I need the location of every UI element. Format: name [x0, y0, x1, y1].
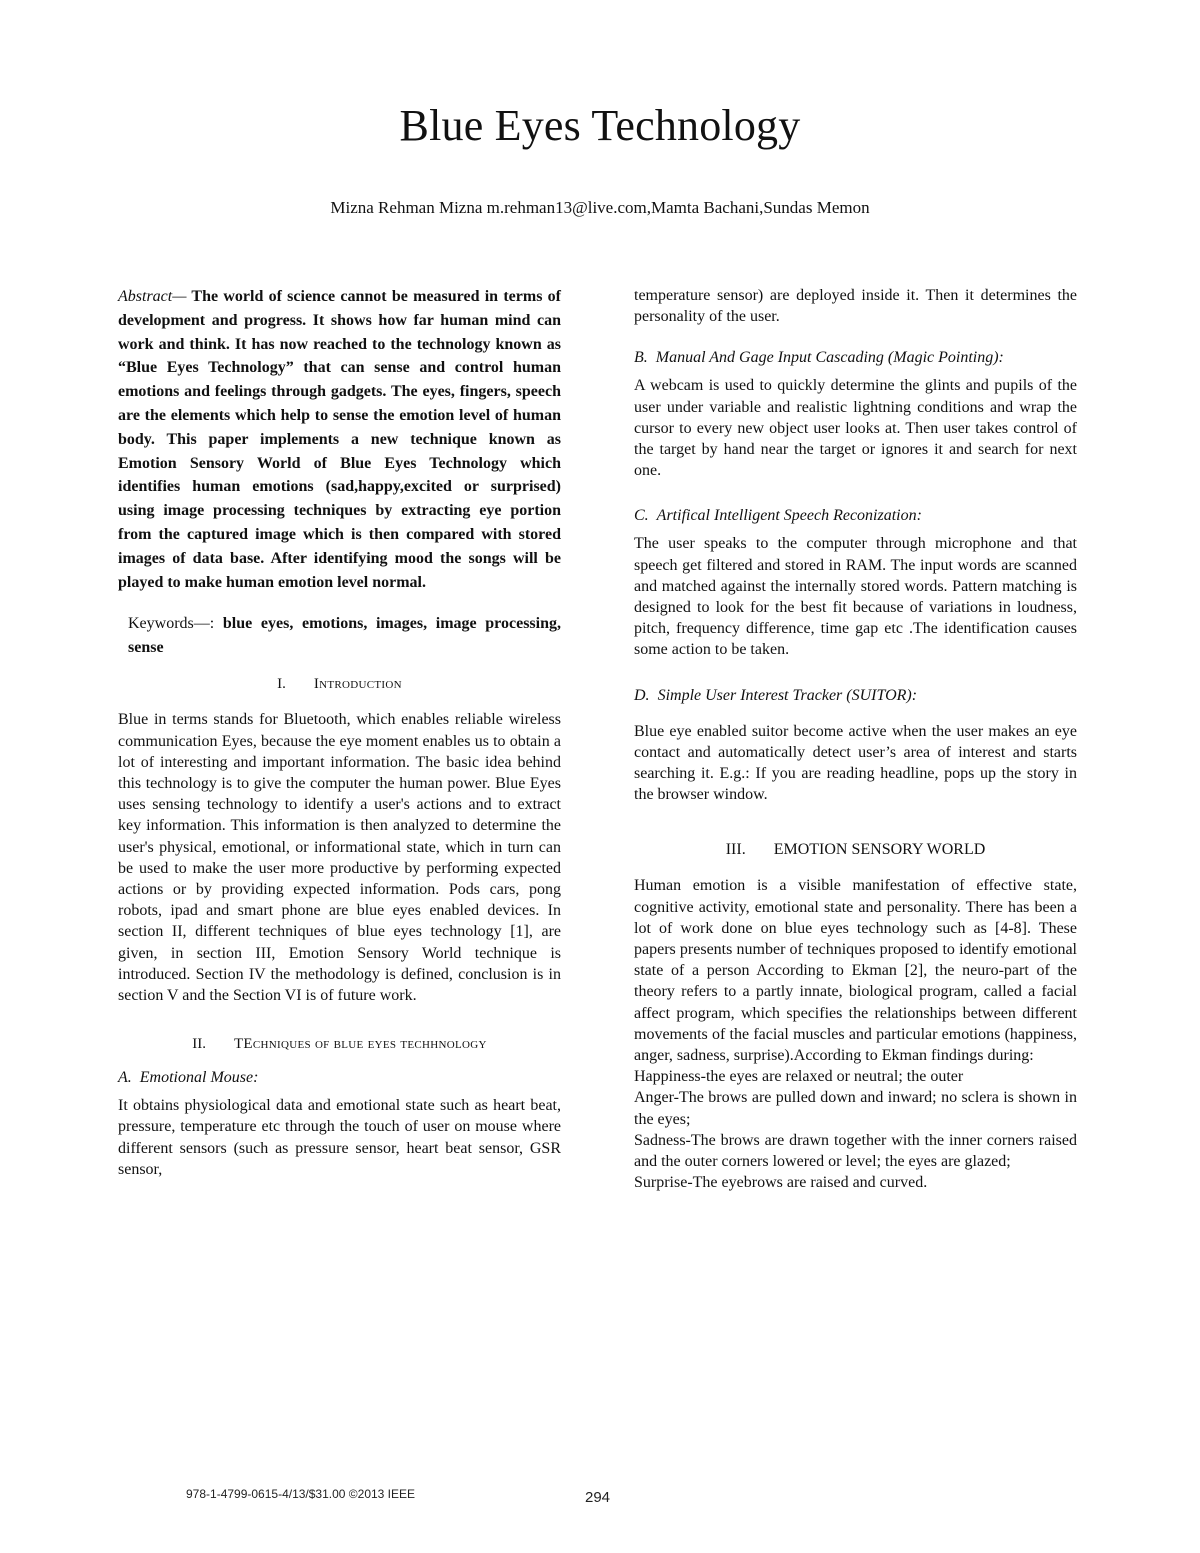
section-number: III. — [725, 841, 746, 859]
emotion-item-sadness: Sadness-The brows are drawn together with the inner corners raised and the outer corners lowered or level; the eyes are glazed; — [634, 1131, 1077, 1171]
section-number: II. — [192, 1036, 206, 1053]
section-title: Introduction — [313, 676, 402, 693]
emotion-item-happiness: Happiness-the eyes are relaxed or neutral; the outer — [634, 1068, 964, 1086]
speech-recognition-body: The user speaks to the computer through microphone and that speech get filtered and stored in RAM. The input words are scanned and matched against the internally stored words. Pattern matching is designed to look for the best fit because of variations in loudness, pitch, frequency difference, time gap etc .The identification causes some action to be taken. — [634, 535, 1077, 659]
magic-pointing-body: A webcam is used to quickly determine the glints and pupils of the user under variable and realistic lightning conditions and wrap the cursor to every new object user looks at. Then user takes control of the target by hand near the target or ignores it and search for next one. — [634, 377, 1077, 480]
abstract-label: Abstract— — [118, 288, 187, 305]
subsection-title: Emotional Mouse: — [139, 1069, 259, 1087]
subsection-letter: B. — [634, 349, 648, 367]
section-title: TEchniques of blue eyes techhnology — [233, 1036, 487, 1053]
emotion-sensory-world-body: Human emotion is a visible manifestation of effective state, cognitive activity, emotional state and personality. There has been a lot of work done on blue eyes technology such as [4-8]. These papers presents number of techniques proposed to identify emotional state of a person According to Ekman [2], the neuro-part of the theory refers to a partly innate, biological program, called a facial affect program, which specifies the relationships between different movements of the facial muscles and particular emotions (happiness, anger, sadness, surprise).According to Ekman findings during: — [634, 877, 1077, 1065]
right-column — [634, 285, 1077, 1194]
keywords-label: Keywords—: — [128, 615, 215, 633]
subsection-heading-suitor — [634, 687, 1077, 705]
emotional-mouse-body: It obtains physiological data and emotional state such as heart beat, pressure, temperature etc through the touch of user on mouse where different sensors (such as pressure sensor, heart beat sensor, GSR sensor, — [118, 1097, 561, 1178]
abstract-text: The world of science cannot be measured in terms of development and progress. It shows how far human mind can work and think. It has now reached to the technology known as “Blue Eyes Technology” that can sense and control human emotions and feelings through gadgets. The eyes, fingers, speech are the elements which help to sense the emotion level of human body. This paper implements a new technique known as Emotion Sensory World of Blue Eyes Technology which identifies human emotions (sad,happy,excited or surprised) using image processing techniques by extracting eye portion from the captured image which is then compared with stored images of data base. After identifying mood the songs will be played to make human emotion level normal. — [118, 288, 561, 591]
left-column — [118, 285, 561, 1180]
section-title: EMOTION SENSORY WORLD — [773, 841, 986, 859]
subsection-letter: D. — [634, 686, 650, 704]
subsection-title: Simple User Interest Tracker (SUITOR): — [657, 686, 918, 704]
copyright-notice: 978-1-4799-0615-4/13/$31.00 ©2013 IEEE — [186, 1487, 416, 1501]
keywords-text: blue eyes, emotions, images, image processing, sense — [128, 615, 561, 657]
suitor-body: Blue eye enabled suitor become active when the user makes an eye contact and automatically detect user’s area of interest and starts searching it. E.g.: If you are reading headline, pops up the story in the browser window. — [634, 722, 1077, 804]
section-number: I. — [277, 676, 286, 693]
keywords — [118, 612, 561, 660]
subsection-title: Artifical Intelligent Speech Reconization: — [656, 507, 922, 525]
section-heading-introduction — [118, 676, 561, 693]
page-number: 294 — [585, 1489, 611, 1506]
emotion-item-anger: Anger-The brows are pulled down and inward; no sclera is shown in the eyes; — [634, 1089, 1077, 1128]
paper-title: Blue Eyes Technology — [399, 101, 801, 150]
section-heading-techniques — [118, 1036, 561, 1053]
introduction-body: Blue in terms stands for Bluetooth, which enables reliable wireless communication Eyes, because the eye moment enables us to obtain a lot of interesting and important information. The basic idea behind this technology is to give the computer the human power. Blue Eyes uses sensing technology to identify a user's actions and to extract key information. This information is then analyzed to determine the user's physical, emotional, or informational state, which in turn can be used to make the user more productive by performing expected actions or by providing expected information. Pods cars, pong robots, ipad and smart phone are blue eyes enabled devices. In section II, different techniques of blue eyes technology [1], are given, in section III, Emotion Sensory World technique is introduced. Section IV the methodology is defined, conclusion is in section V and the Section VI is of future work. — [118, 711, 561, 1004]
subsection-heading-emotional-mouse — [118, 1069, 561, 1087]
emotion-item-surprise: Surprise-The eyebrows are raised and curved. — [634, 1174, 928, 1192]
section-heading-emotion-sensory-world — [634, 841, 1077, 859]
subsection-letter: A. — [118, 1069, 132, 1087]
subsection-letter: C. — [634, 507, 649, 525]
subsection-heading-magic-pointing — [634, 349, 1077, 367]
author-line: Mizna Rehman Mizna m.rehman13@live.com,Mamta Bachani,Sundas Memon — [330, 198, 870, 217]
subsection-heading-speech-recognition — [634, 507, 1077, 525]
abstract — [118, 285, 561, 594]
subsection-title: Manual And Gage Input Cascading (Magic Pointing): — [655, 349, 1004, 367]
emotional-mouse-body-continued: temperature sensor) are deployed inside it. Then it determines the personality of the user. — [634, 287, 1077, 326]
